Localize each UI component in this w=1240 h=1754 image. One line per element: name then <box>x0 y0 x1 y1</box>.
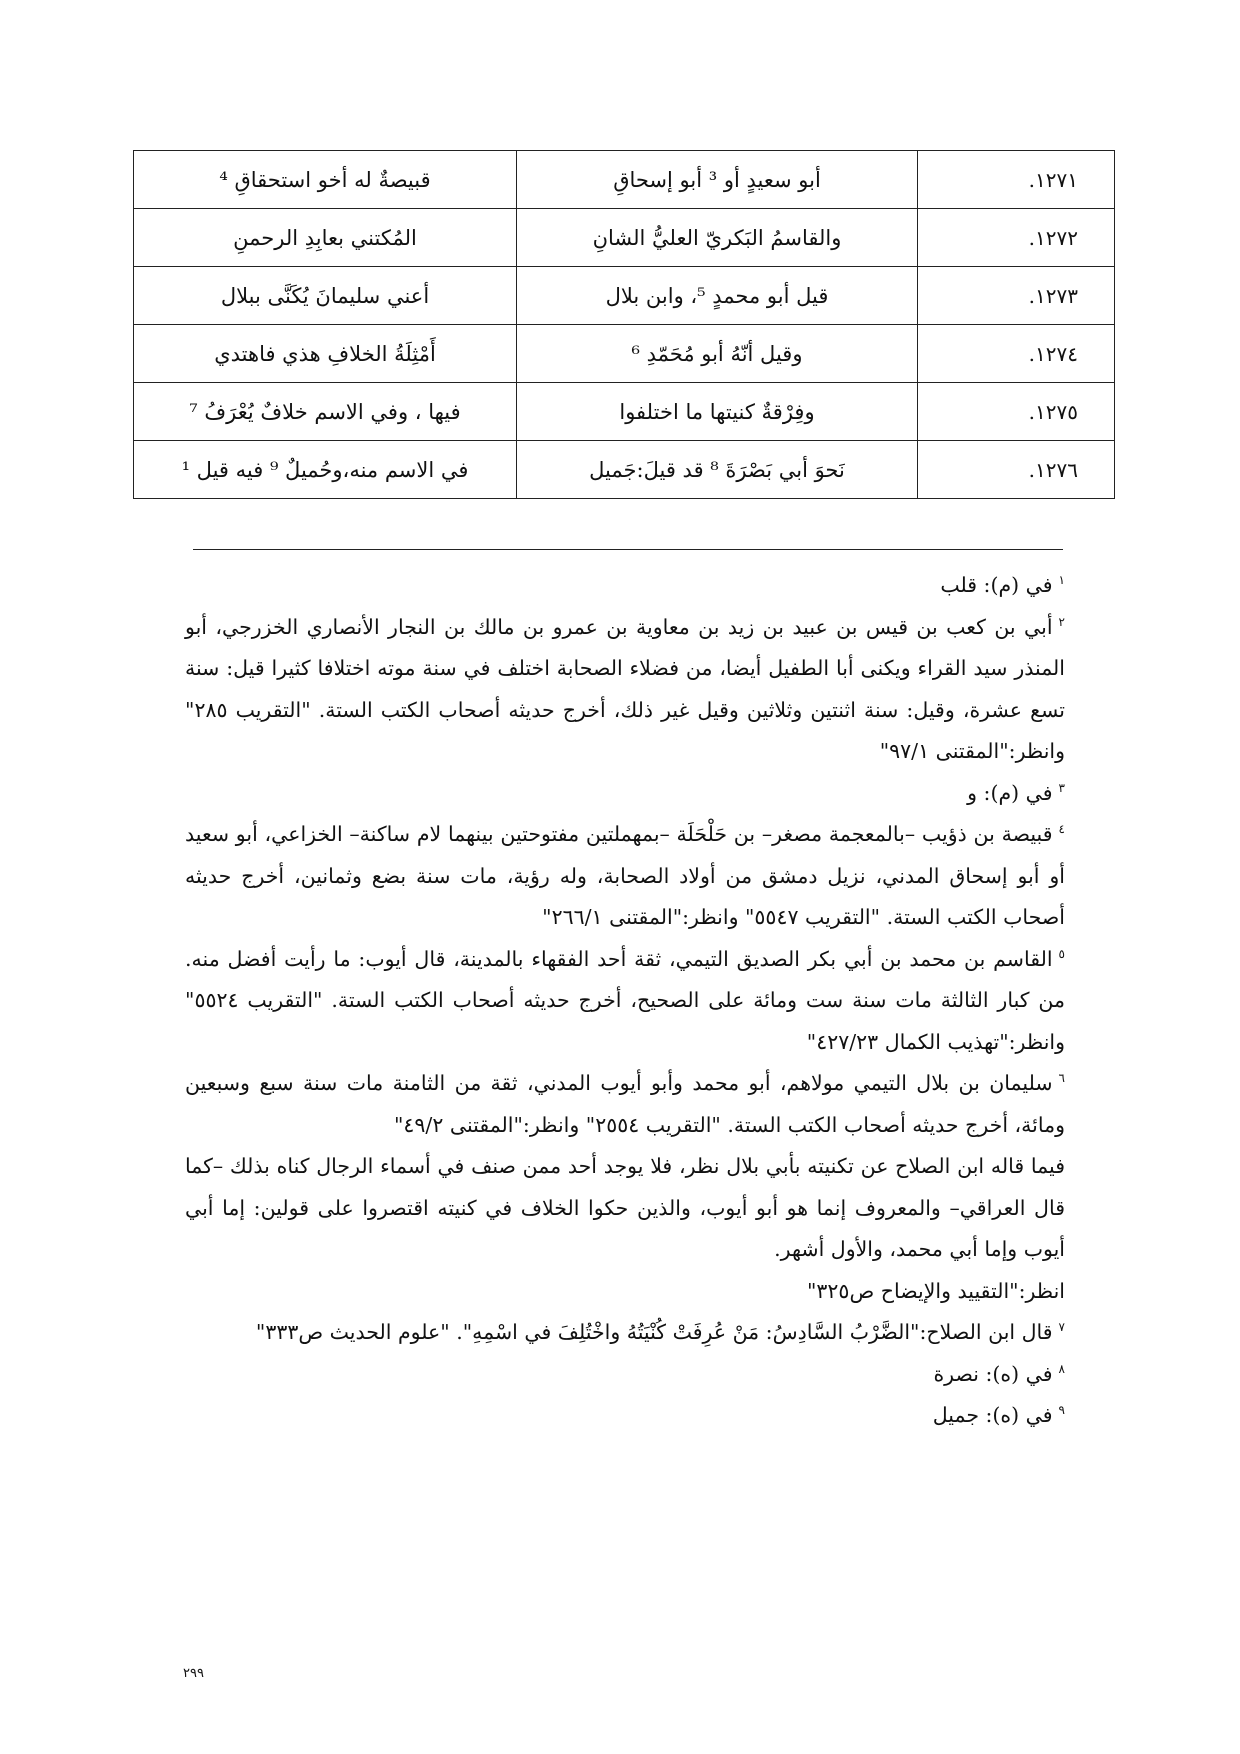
verse-first-half: قيل أبو محمدٍ ⁵، وابن بلال <box>517 267 918 325</box>
page-number: ٢٩٩ <box>183 1666 204 1681</box>
footnote-marker: ٣ <box>1058 780 1065 795</box>
footnote-marker: ٤ <box>1058 822 1065 837</box>
footnote <box>185 1063 1065 1146</box>
verse-row <box>134 209 1115 267</box>
verse-second-half: قبيصةٌ له أخو استحقاقِ ⁴ <box>134 151 517 209</box>
footnote <box>185 1354 1065 1396</box>
footnote-text: في (م): قلب <box>940 573 1053 597</box>
verse-table <box>133 150 1115 499</box>
footnote-text: في (ه): نصرة <box>933 1361 1053 1386</box>
footnote-text: في (ه): جميل <box>932 1403 1053 1427</box>
verse-first-half: وقيل أنّهُ أبو مُحَمّدِ ⁶ <box>517 325 918 383</box>
verse-row <box>134 383 1115 441</box>
verse-number: ١٢٧٥. <box>918 383 1115 441</box>
footnote <box>185 1312 1065 1354</box>
footnote-continuation <box>185 1146 1065 1271</box>
verse-first-half: أبو سعيدٍ أو ³ أبو إسحاقِ <box>517 151 918 209</box>
verse-second-half: أعني سليمانَ يُكَنَّى ببلال <box>134 267 517 325</box>
verse-number: ١٢٧٤. <box>918 325 1115 383</box>
footnote-marker: ٦ <box>1058 1071 1065 1086</box>
footnote-separator <box>193 549 1063 550</box>
footnote-marker: ٨ <box>1058 1361 1065 1376</box>
footnote-text: أبي بن كعب بن قيس بن عبيد بن زيد بن معاوية بن عمرو بن مالك بن النجار الأنصاري الخزرجي، أبو المنذر سيد القراء ويكنى أبا الطفيل أيضا، من فضلاء الصحابة اختلف في سنة موته اختلافا كثيرا قيل: سنة تسع عشرة، وقيل: سنة اثنتين وثلاثين وقيل غير ذلك، أخرج حديثه أصحاب الكتب الستة. "التقريب ٢٨٥" وانظر:"المقتنى ٩٧/١" <box>185 614 1065 763</box>
verse-second-half: فيها ، وفي الاسم خلافٌ يُعْرَفُ ⁷ <box>134 383 517 441</box>
verse-first-half: وفِرْقةٌ كنيتها ما اختلفوا <box>517 383 918 441</box>
verse-row <box>134 267 1115 325</box>
verse-number: ١٢٧٣. <box>918 267 1115 325</box>
footnote-continuation <box>185 1271 1065 1313</box>
verse-second-half: المُكتني بعابِدِ الرحمنِ <box>134 209 517 267</box>
verse-number: ١٢٧٦. <box>918 441 1115 499</box>
verse-row <box>134 151 1115 209</box>
footnote-text: في (م): و <box>967 780 1053 805</box>
verse-row <box>134 441 1115 499</box>
footnote-marker: ٢ <box>1058 614 1065 629</box>
footnote-text: قبيصة بن ذؤيب –بالمعجمة مصغر– بن حَلْحَلَة –بمهملتين مفتوحتين بينهما لام ساكنة– الخزاعي، أبو سعيد أو أبو إسحاق المدني، نزيل دمشق من أولاد الصحابة، وله رؤية، مات سنة بضع وثمانين، أخرج حديثه أصحاب الكتب الستة. "التقريب ٥٥٤٧" وانظر:"المقتنى ٢٦٦/١" <box>185 822 1065 929</box>
footnote-text: سليمان بن بلال التيمي مولاهم، أبو محمد وأبو أيوب المدني، ثقة من الثامنة مات سنة سبع وسبعين ومائة، أخرج حديثه أصحاب الكتب الستة. "التقريب ٢٥٥٤" وانظر:"المقتنى ٤٩/٢" <box>185 1071 1065 1137</box>
verse-number: ١٢٧٢. <box>918 209 1115 267</box>
footnote-text: قال ابن الصلاح:"الضَّرْبُ السَّادِسُ: مَنْ عُرِفَتْ كُنْيَتُهُ واخْتُلِفَ في اسْمِهِ". "علوم الحديث ص٣٣٣" <box>255 1320 1053 1344</box>
verse-number: ١٢٧١. <box>918 151 1115 209</box>
footnote-marker: ٥ <box>1058 946 1065 961</box>
footnotes <box>185 565 1065 1437</box>
footnote <box>185 607 1065 773</box>
footnote-marker: ٩ <box>1058 1403 1065 1418</box>
verse-second-half: أَمْثِلَةُ الخلافِ هذي فاهتدي <box>134 325 517 383</box>
footnote-text: انظر:"التقييد والإيضاح ص٣٢٥" <box>806 1278 1065 1303</box>
footnote-marker: ٧ <box>1058 1320 1065 1335</box>
verse-second-half: في الاسم منه،وحُميلٌ ⁹ فيه قيل ¹ <box>134 441 517 499</box>
footnote <box>185 773 1065 815</box>
verse-row <box>134 325 1115 383</box>
footnote-text: القاسم بن محمد بن أبي بكر الصديق التيمي، ثقة أحد الفقهاء بالمدينة، قال أيوب: ما رأيت أفضل منه. من كبار الثالثة مات سنة ست ومائة على الصحيح، أخرج حديثه أصحاب الكتب الستة. "التقريب ٥٥٢٤" وانظر:"تهذيب الكمال ٤٢٧/٢٣" <box>185 946 1065 1054</box>
footnote-marker: ١ <box>1058 573 1065 588</box>
footnote-text: فيما قاله ابن الصلاح عن تكنيته بأبي بلال نظر، فلا يوجد أحد ممن صنف في أسماء الرجال كناه بذلك –كما قال العراقي– والمعروف إنما هو أبو أيوب، والذين حكوا الخلاف في كنيته اقتصروا على قولين: إما أبي أيوب وإما أبي محمد، والأول أشهر. <box>185 1154 1065 1261</box>
footnote <box>185 939 1065 1064</box>
footnote <box>185 565 1065 607</box>
footnote <box>185 814 1065 939</box>
verse-first-half: والقاسمُ البَكريّ العليُّ الشانِ <box>517 209 918 267</box>
footnote <box>185 1395 1065 1437</box>
verse-first-half: نَحوَ أبي بَصْرَةَ ⁸ قد قيلَ:جَميل <box>517 441 918 499</box>
